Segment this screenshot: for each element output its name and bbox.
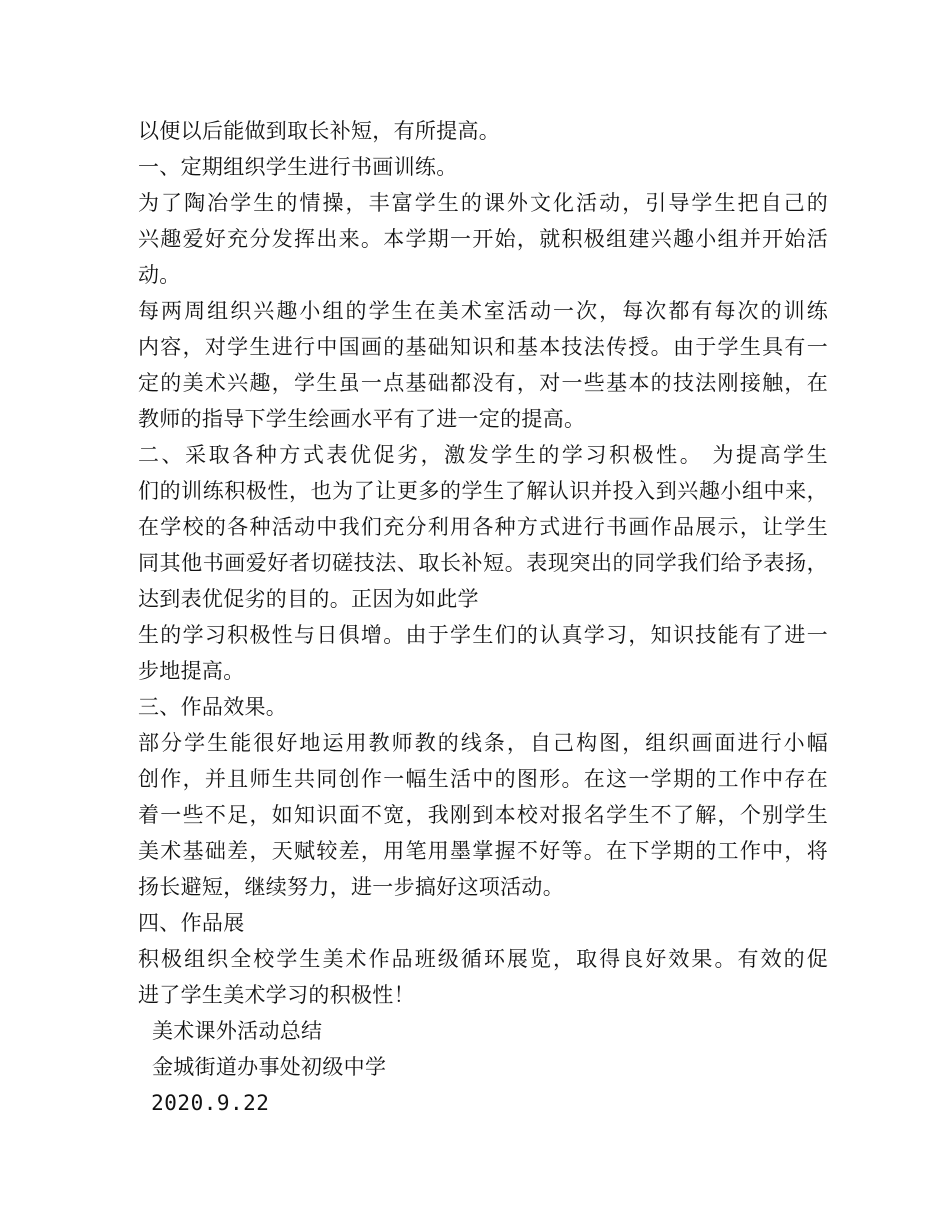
text-line: 兴趣爱好充分发挥出来。本学期一开始，就积极组建兴趣小组并开始活 bbox=[138, 227, 828, 251]
text-line: 步地提高。 bbox=[138, 659, 245, 683]
text-line: 生的学习积极性与日俱增。由于学生们的认真学习，知识技能有了进一 bbox=[138, 623, 828, 647]
text-line: 以便以后能做到取长补短，有所提高。 bbox=[138, 119, 501, 143]
section-heading: 四、作品展 bbox=[138, 911, 245, 935]
text-line: 部分学生能很好地运用教师教的线条，自己构图，组织画面进行小幅 bbox=[138, 731, 828, 755]
text-line: 美术基础差，天赋较差，用笔用墨掌握不好等。在下学期的工作中，将 bbox=[138, 839, 828, 863]
text-line: 动。 bbox=[138, 263, 181, 287]
document-body bbox=[138, 113, 828, 1121]
text-line: 们的训练积极性，也为了让更多的学生了解认识并投入到兴趣小组中来， bbox=[138, 479, 828, 503]
document-date: 2020.9.22 bbox=[138, 1091, 270, 1115]
section-heading: 三、作品效果。 bbox=[138, 695, 288, 719]
text-line: 同其他书画爱好者切磋技法、取长补短。表现突出的同学我们给予表扬， bbox=[138, 551, 828, 575]
text-line: 每两周组织兴趣小组的学生在美术室活动一次，每次都有每次的训练 bbox=[138, 299, 828, 323]
text-line: 教师的指导下学生绘画水平有了进一定的提高。 bbox=[138, 407, 586, 431]
text-line: 进了学生美术学习的积极性！ bbox=[138, 983, 415, 1007]
text-line: 内容，对学生进行中国画的基础知识和基本技法传授。由于学生具有一 bbox=[138, 335, 828, 359]
document-title: 美术课外活动总结 bbox=[138, 1019, 323, 1043]
text-line: 达到表优促劣的目的。正因为如此学 bbox=[138, 587, 479, 611]
text-line: 扬长避短，继续努力，进一步搞好这项活动。 bbox=[138, 875, 564, 899]
school-name: 金城街道办事处初级中学 bbox=[138, 1055, 387, 1079]
text-line: 为了陶冶学生的情操，丰富学生的课外文化活动，引导学生把自己的 bbox=[138, 191, 828, 215]
text-line: 积极组织全校学生美术作品班级循环展览，取得良好效果。有效的促 bbox=[138, 947, 828, 971]
text-line: 在学校的各种活动中我们充分利用各种方式进行书画作品展示，让学生 bbox=[138, 515, 828, 539]
text-line: 着一些不足，如知识面不宽，我刚到本校对报名学生不了解，个别学生 bbox=[138, 803, 828, 827]
section-heading: 二、采取各种方式表优促劣，激发学生的学习积极性。 为提高学生 bbox=[138, 443, 828, 467]
text-line: 创作，并且师生共同创作一幅生活中的图形。在这一学期的工作中存在 bbox=[138, 767, 828, 791]
text-line: 定的美术兴趣，学生虽一点基础都没有，对一些基本的技法刚接触，在 bbox=[138, 371, 828, 395]
section-heading: 一、定期组织学生进行书画训练。 bbox=[138, 155, 458, 179]
